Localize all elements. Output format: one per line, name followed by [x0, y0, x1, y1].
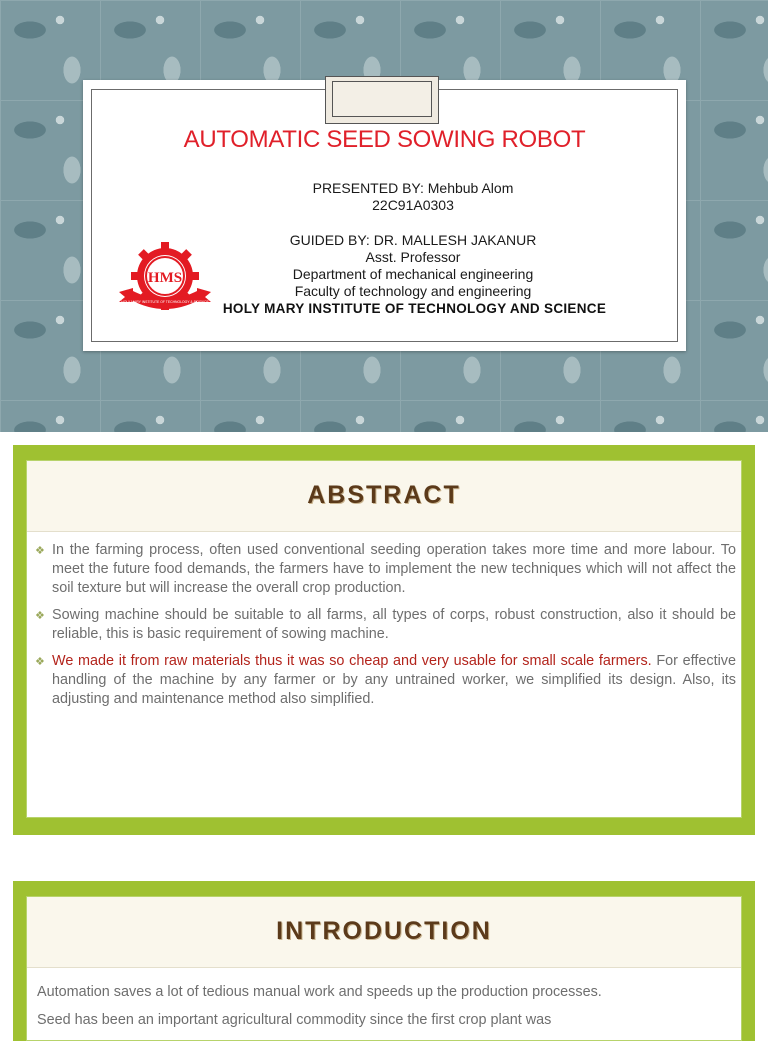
diamond-bullet-icon: ❖ [35, 545, 45, 557]
intro-paragraph: Seed has been an important agricultural commodity since the first crop plant was [37, 1012, 552, 1028]
abstract-bullets [35, 541, 736, 717]
logo-letters: HMS [147, 270, 183, 286]
title-card [83, 80, 686, 351]
presenter-line: PRESENTED BY: Mehbub Alom [312, 180, 514, 196]
abstract-header [27, 461, 741, 532]
logo-ribbon: HOLY MARY INSTITUTE OF TECHNOLOGY & SCIENCE [121, 300, 209, 304]
department-line: Department of mechanical engineering [292, 266, 534, 282]
diamond-bullet-icon: ❖ [35, 656, 45, 668]
highlighted-text: We made it from raw materials thus it was so cheap and very usable for small scale farmers. [52, 653, 652, 669]
title-slide [0, 0, 768, 432]
introduction-header [27, 897, 741, 968]
intro-paragraph: Automation saves a lot of tedious manual work and speeds up the production processes. [37, 984, 602, 1000]
abstract-heading: ABSTRACT [307, 481, 461, 509]
diamond-bullet-icon: ❖ [35, 610, 45, 622]
introduction-panel [26, 896, 742, 1041]
presentation-title: AUTOMATIC SEED SOWING ROBOT [183, 126, 586, 153]
introduction-heading: INTRODUCTION [276, 917, 492, 945]
faculty-line: Faculty of technology and engineering [294, 283, 532, 299]
institute-logo-icon [115, 242, 215, 314]
guide-line: GUIDED BY: DR. MALLESH JAKANUR [289, 232, 537, 248]
list-item: ❖ In the farming process, often used conventional seeding operation takes more time and more labour. To meet the future food demands, the farmers have to implement the new techniques which will not affect the soil texture but will increase the overall crop production. [35, 542, 736, 596]
roll-number: 22C91A0303 [372, 197, 454, 213]
guide-designation: Asst. Professor [365, 249, 461, 265]
institute-name: HOLY MARY INSTITUTE OF TECHNOLOGY AND SCIENCE [222, 301, 607, 316]
abstract-panel [26, 460, 742, 818]
abstract-slide [13, 445, 755, 835]
list-item: ❖ Sowing machine should be suitable to all farms, all types of corps, robust construction, also it should be reliable, this is basic requirement of sowing machine. [35, 607, 736, 642]
introduction-slide [13, 881, 755, 1041]
decorative-tab [325, 76, 439, 124]
list-item: ❖ We made it from raw materials thus it was so cheap and very usable for small scale farmers. For effective handling of the machine by any farmer or by any untrained worker, we simplified its design. Also, its adjusting and maintenance method also simplified. [35, 653, 736, 707]
